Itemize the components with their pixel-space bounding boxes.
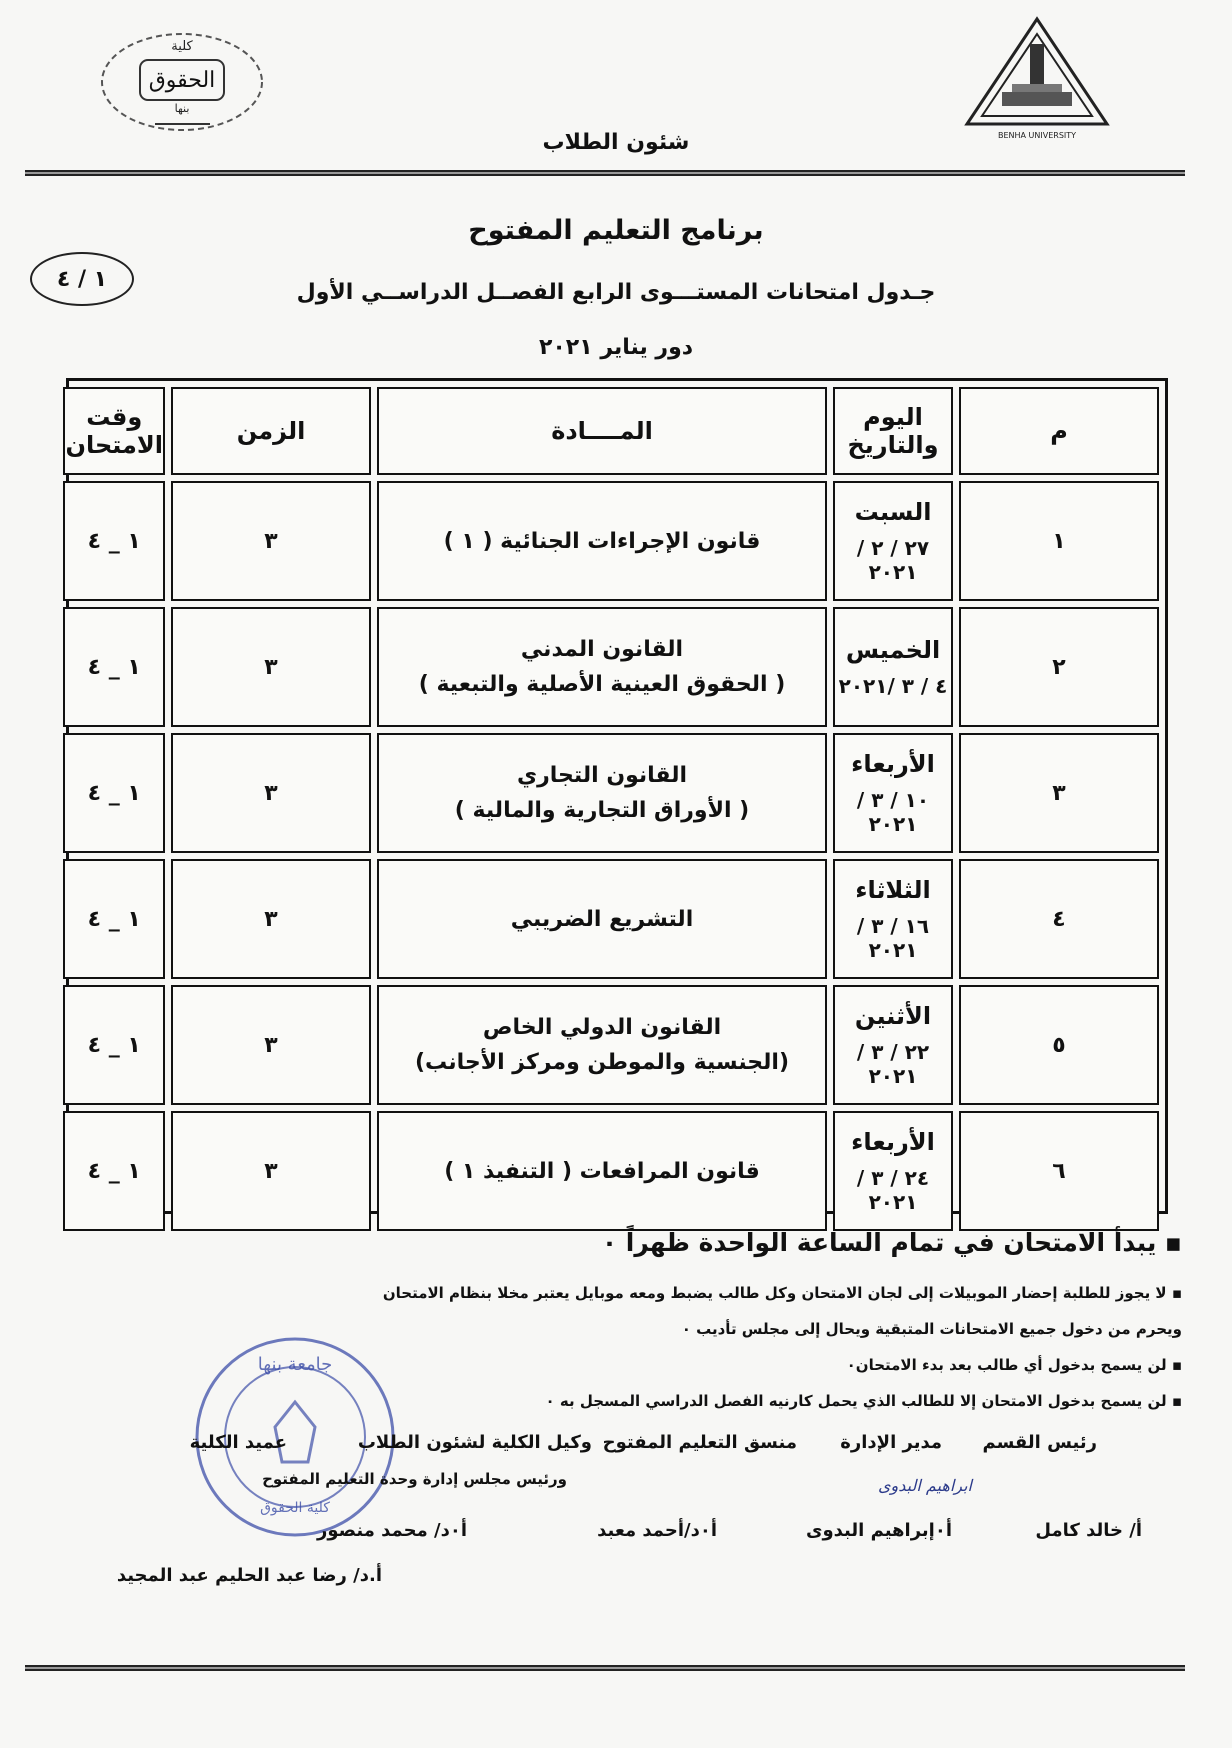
row-1-duration: ٣ [171, 481, 371, 601]
row-3-time: ١ _ ٤ [63, 733, 165, 853]
row-4-time: ١ _ ٤ [63, 859, 165, 979]
row-3-number: ٣ [959, 733, 1159, 853]
row-1-day-date [833, 481, 953, 601]
row-1-day: السبت [854, 498, 932, 526]
program-title: برنامج التعليم المفتوح [468, 215, 764, 246]
row-6-day-date [833, 1111, 953, 1231]
row-2-subject-name: القانون المدني [520, 637, 684, 662]
row-1-date: ٢٧ / ٢ /٢٠٢١ [856, 536, 930, 584]
row-6-duration: ٣ [171, 1111, 371, 1231]
row-5-duration: ٣ [171, 985, 371, 1105]
row-6-day: الأربعاء [851, 1128, 935, 1156]
sig-head-dept-name: أ/ خالد كامل [1035, 1520, 1142, 1541]
table-grid [65, 387, 1159, 1214]
row-5-subject-name: القانون الدولي الخاص [482, 1015, 722, 1040]
row-4-subject-name: التشريع الضريبي [510, 906, 694, 932]
row-2-subject [377, 607, 827, 727]
row-2-date: ٤ / ٣ /٢٠٢١ [838, 674, 948, 698]
sig-admin-manager-title: مدير الإدارة [840, 1432, 942, 1453]
header-duration: الزمن [171, 387, 371, 475]
sig-admin-manager-name: أ٠إبراهيم البدوى [805, 1520, 952, 1541]
department-name: شئون الطلاب [542, 130, 690, 155]
schedule-title: جـدول امتحانات المستـــوى الرابع الفصــل الدراســي الأول [296, 280, 936, 305]
row-4-day: الثلاثاء [855, 876, 931, 904]
note-mobile-penalty: ويحرم من دخول جميع الامتحانات المتبقية ويحال إلى مجلس تأديب ٠ [681, 1320, 1182, 1338]
row-5-date: ٢٢ / ٣ /٢٠٢١ [856, 1040, 930, 1088]
row-3-subject-sub: ( الأوراق التجارية والمالية ) [454, 798, 750, 823]
sig-coordinator-title: منسق التعليم المفتوح [602, 1432, 797, 1453]
row-2-day: الخميس [845, 636, 941, 664]
row-3-subject [377, 733, 827, 853]
exam-schedule-table [66, 378, 1168, 1214]
handwritten-signature: ابراهيم البدوى [878, 1476, 972, 1495]
sig-head-dept-title: رئيس القسم [982, 1432, 1097, 1453]
row-5-number: ٥ [959, 985, 1159, 1105]
svg-text:BENHA UNIVERSITY: BENHA UNIVERSITY [997, 131, 1077, 140]
header-day-date: اليوم والتاريخ [833, 387, 953, 475]
header-exam-time: وقت الامتحان [63, 387, 165, 475]
row-3-subject-name: القانون التجاري [516, 763, 688, 788]
row-1-time: ١ _ ٤ [63, 481, 165, 601]
top-divider [25, 170, 1185, 176]
session-title: دور يناير ٢٠٢١ [538, 335, 694, 360]
row-6-time: ١ _ ٤ [63, 1111, 165, 1231]
sig-dean-name: أ.د/ رضا عبد الحليم عبد المجيد [116, 1565, 382, 1586]
row-2-subject-sub: ( الحقوق العينية الأصلية والتبعية ) [418, 672, 786, 697]
row-3-date: ١٠ / ٣ /٢٠٢١ [856, 788, 930, 836]
row-3-day: الأربعاء [851, 750, 935, 778]
row-5-subject-sub: (الجنسية والموطن ومركز الأجانب) [414, 1050, 790, 1075]
row-4-day-date [833, 859, 953, 979]
sig-coordinator-name: أ٠د/أحمد معبد [597, 1520, 717, 1541]
row-2-duration: ٣ [171, 607, 371, 727]
bottom-divider [25, 1665, 1185, 1671]
row-5-day: الأثنين [854, 1002, 932, 1030]
header-number: م [959, 387, 1159, 475]
row-6-number: ٦ [959, 1111, 1159, 1231]
row-4-number: ٤ [959, 859, 1159, 979]
note-late-entry: ▪ لن يسمح بدخول أي طالب بعد بدء الامتحان٠ [846, 1356, 1182, 1374]
sig-vice-dean-name: أ٠د/ محمد منصور [317, 1520, 467, 1541]
row-1-subject [377, 481, 827, 601]
svg-text:بنها: بنها [174, 102, 190, 115]
row-4-duration: ٣ [171, 859, 371, 979]
row-3-day-date [833, 733, 953, 853]
svg-text:كلية: كلية [171, 39, 193, 54]
row-6-subject-name: قانون المرافعات ( التنفيذ ١ ) [444, 1158, 760, 1184]
faculty-of-law-logo [95, 20, 270, 145]
sig-dean-title: عميد الكلية [189, 1432, 287, 1453]
row-1-number: ١ [959, 481, 1159, 601]
exam-start-note: ▪ يبدأ الامتحان في تمام الساعة الواحدة ظهراً ٠ [601, 1228, 1182, 1257]
benha-university-logo [962, 14, 1112, 142]
svg-text:الحقوق: الحقوق [148, 68, 216, 93]
note-mobile-ban: ▪ لا يجوز للطلبة إحضار الموبيلات إلى لجان الامتحان وكل طالب يضبط ومعه موبايل يعتبر مخلا بنظام الامتحان [382, 1284, 1182, 1302]
row-4-subject [377, 859, 827, 979]
svg-text:جامعة بنها: جامعة بنها [257, 1354, 333, 1375]
sig-dean-role: ورئيس مجلس إدارة وحدة التعليم المفتوح [262, 1470, 567, 1488]
row-6-subject [377, 1111, 827, 1231]
row-4-date: ١٦ / ٣ /٢٠٢١ [856, 914, 930, 962]
row-3-duration: ٣ [171, 733, 371, 853]
row-5-subject [377, 985, 827, 1105]
row-1-subject-name: قانون الإجراءات الجنائية ( ١ ) [443, 528, 761, 554]
page-number-badge: ١ / ٤ [30, 252, 134, 306]
row-2-time: ١ _ ٤ [63, 607, 165, 727]
row-5-day-date [833, 985, 953, 1105]
sig-vice-dean-title: وكيل الكلية لشئون الطلاب [357, 1432, 592, 1453]
row-5-time: ١ _ ٤ [63, 985, 165, 1105]
row-2-day-date [833, 607, 953, 727]
row-6-date: ٢٤ / ٣ /٢٠٢١ [856, 1166, 930, 1214]
note-student-card: ▪ لن يسمح بدخول الامتحان إلا للطالب الذي يحمل كارنيه الفصل الدراسي المسجل به ٠ [545, 1392, 1182, 1410]
svg-text:كلية الحقوق: كلية الحقوق [260, 1500, 330, 1516]
row-2-number: ٢ [959, 607, 1159, 727]
header-subject: المــــادة [377, 387, 827, 475]
